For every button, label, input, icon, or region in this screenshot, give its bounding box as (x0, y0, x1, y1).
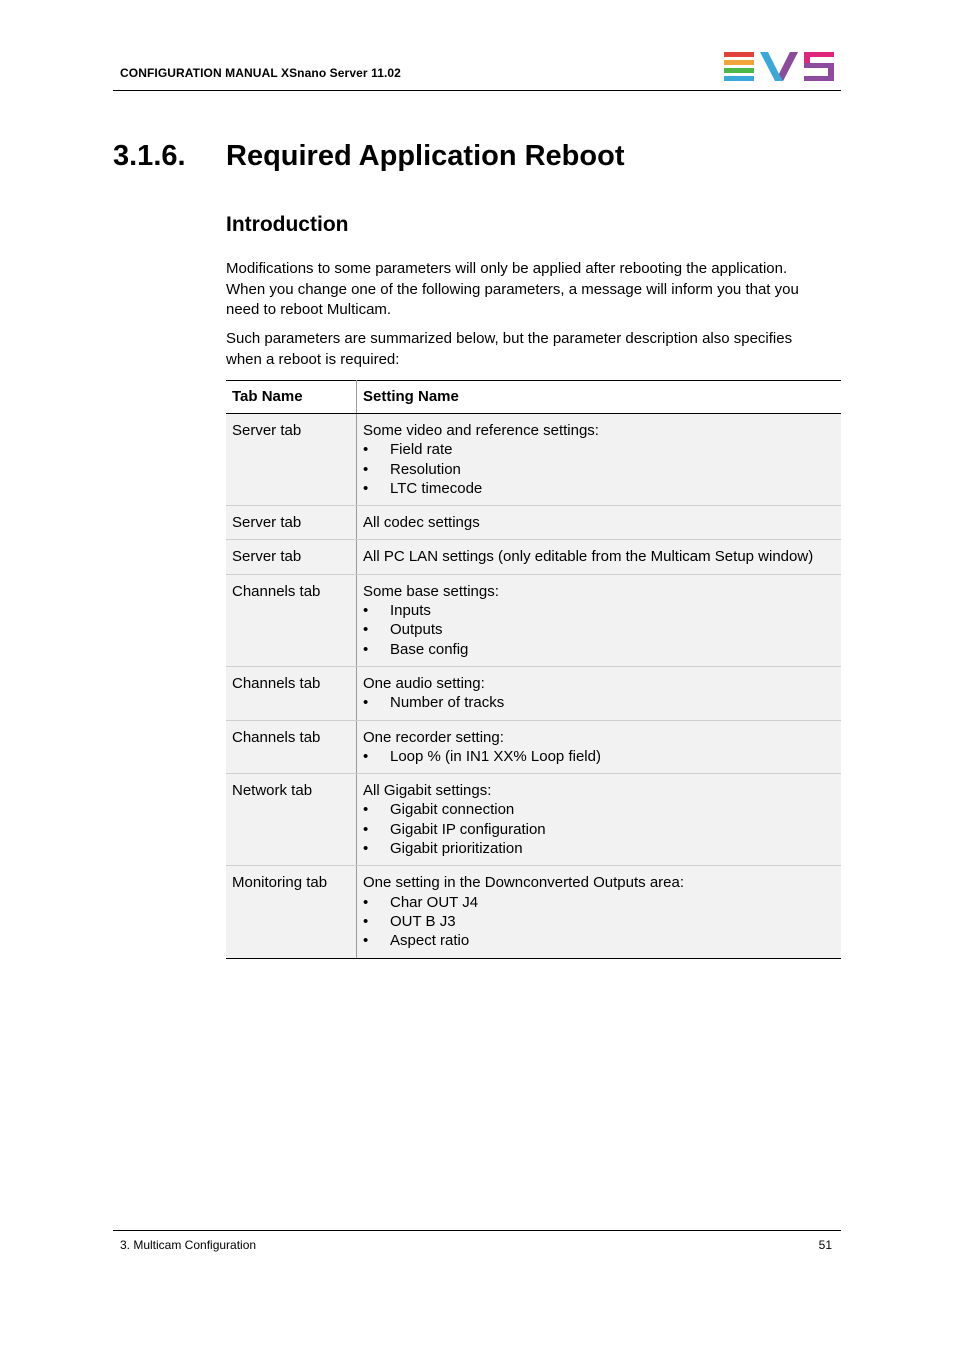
intro-heading: Introduction (226, 213, 349, 236)
setting-bullet-item: • Field rate (363, 440, 835, 459)
setting-bullet-item: • Char OUT J4 (363, 893, 835, 912)
setting-description: One setting in the Downconverted Outputs area: (363, 874, 685, 892)
setting-bullet-list (363, 693, 835, 712)
setting-name-cell (357, 574, 842, 666)
footer-divider (113, 1230, 841, 1231)
setting-bullet-item: • Inputs (363, 601, 835, 620)
setting-name-cell (357, 540, 842, 574)
setting-name-cell (357, 506, 842, 540)
logo-letter-s (804, 52, 834, 81)
tab-name-cell: Channels tab (226, 720, 357, 774)
setting-description: All Gigabit settings: (363, 782, 492, 800)
setting-bullet-list (363, 893, 835, 951)
tab-name-cell: Monitoring tab (226, 866, 357, 958)
setting-bullet-item: • Outputs (363, 620, 835, 639)
table-body (226, 414, 841, 959)
summary-paragraph: Such parameters are summarized below, but the parameter description also specifies when a reboot is required: (226, 330, 793, 368)
page-header-title: CONFIGURATION MANUAL XSnano Server 11.02 (120, 66, 401, 80)
table-row (226, 414, 841, 506)
tab-name-cell: Channels tab (226, 666, 357, 720)
setting-description: All codec settings (363, 514, 480, 532)
setting-description: One audio setting: (363, 674, 485, 692)
setting-name-cell (357, 866, 842, 958)
setting-name-cell (357, 414, 842, 506)
setting-name-cell (357, 720, 842, 774)
setting-bullet-item: • Gigabit prioritization (363, 839, 835, 858)
setting-description: One recorder setting: (363, 728, 504, 746)
tab-name-cell: Server tab (226, 540, 357, 574)
setting-description: Some video and reference settings: (363, 422, 599, 439)
tab-name-cell: Channels tab (226, 574, 357, 666)
tab-name-cell: Server tab (226, 506, 357, 540)
setting-bullet-item: • OUT B J3 (363, 912, 835, 931)
setting-name-cell (357, 666, 842, 720)
setting-bullet-item: • Gigabit IP configuration (363, 820, 835, 839)
evs-logo (724, 52, 836, 82)
setting-bullet-item: • Gigabit connection (363, 800, 835, 819)
table-row (226, 866, 841, 958)
setting-bullet-item: • Base config (363, 640, 835, 659)
page-number: 51 (818, 1238, 832, 1252)
setting-bullet-item: • Loop % (in IN1 XX% Loop field) (363, 747, 835, 766)
setting-bullet-item: • Number of tracks (363, 693, 835, 712)
setting-name-cell (357, 774, 842, 866)
section-number: 3.1.6. (113, 140, 186, 172)
table-row (226, 506, 841, 540)
setting-bullet-item: • Aspect ratio (363, 931, 835, 950)
table-row (226, 540, 841, 574)
logo-letter-v (760, 52, 798, 81)
logo-letter-e (724, 52, 754, 81)
table-row (226, 774, 841, 866)
footer-chapter: 3. Multicam Configuration (120, 1238, 257, 1252)
setting-description: All PC LAN settings (only editable from the Multicam Setup window) (363, 548, 814, 566)
table-row (226, 574, 841, 666)
setting-bullet-list (363, 601, 835, 659)
column-header-tab-name: Tab Name (226, 381, 357, 414)
header-divider (113, 90, 841, 91)
column-header-setting-name: Setting Name (357, 381, 842, 414)
setting-bullet-list (363, 747, 835, 766)
table-row (226, 666, 841, 720)
setting-bullet-list (363, 440, 835, 498)
reboot-parameters-table (226, 380, 841, 959)
section-title: Required Application Reboot (226, 140, 625, 172)
intro-paragraph: Modifications to some parameters will only be applied after rebooting the application. When you change one of the following parameters, a message will inform you that you need to reboot Multicam. (226, 260, 799, 318)
setting-description: Some base settings: (363, 582, 499, 600)
setting-bullet-item: • LTC timecode (363, 479, 835, 498)
setting-bullet-item: • Resolution (363, 460, 835, 479)
tab-name-cell: Network tab (226, 774, 357, 866)
setting-bullet-list (363, 800, 835, 858)
table-row (226, 720, 841, 774)
table-header-row (226, 381, 841, 414)
tab-name-cell: Server tab (226, 414, 357, 506)
